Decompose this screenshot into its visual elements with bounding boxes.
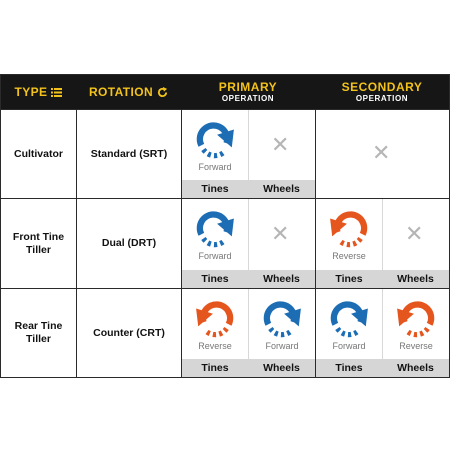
forward-rotation-icon	[328, 297, 370, 339]
primary-tines-cell	[182, 110, 248, 180]
footer-wheels: Wheels	[248, 359, 315, 377]
header-rotation-label: ROTATION	[88, 85, 154, 99]
row-type-line2: Tiller	[26, 333, 51, 345]
table-row-rear-tine-tiller	[1, 288, 450, 377]
row-type-line1: Rear Tine	[14, 320, 63, 332]
header-primary-sub: OPERATION	[221, 93, 275, 103]
tine-rotation-table	[0, 74, 450, 378]
row-rotation-crt: Counter (CRT)	[93, 326, 165, 339]
secondary-tines-cell	[316, 289, 382, 359]
header-type-label: TYPE	[14, 85, 48, 99]
forward-rotation-icon	[194, 118, 236, 160]
secondary-wheels-cell	[383, 199, 449, 270]
header-primary-operation	[181, 75, 315, 109]
footer-tines: Tines	[182, 270, 248, 288]
header-secondary-title: SECONDARY	[341, 79, 423, 94]
caption-reverse: Reverse	[198, 341, 232, 351]
header-secondary-operation	[315, 75, 449, 109]
primary-wheels-cell	[249, 110, 315, 180]
x-mark-icon: ✕	[372, 140, 391, 165]
secondary-cell-none	[316, 110, 449, 198]
secondary-tines-cell	[316, 199, 382, 270]
rotate-icon	[157, 87, 168, 98]
row-type-rear-tine-tiller	[1, 289, 76, 377]
caption-forward: Forward	[198, 162, 232, 172]
row-type-line1: Front Tine	[12, 230, 65, 243]
row-rotation-srt: Standard (SRT)	[90, 147, 168, 160]
primary-tines-cell	[182, 289, 248, 359]
footer-tines: Tines	[316, 359, 382, 377]
header-primary-title: PRIMARY	[218, 79, 278, 94]
forward-rotation-icon	[261, 297, 303, 339]
caption-reverse: Reverse	[399, 341, 433, 351]
reverse-rotation-icon	[194, 297, 236, 339]
row-type-line2: Tiller	[26, 243, 51, 256]
primary-wheels-cell	[249, 289, 315, 359]
x-mark-icon: ✕	[271, 221, 290, 246]
x-mark-icon: ✕	[405, 221, 424, 246]
footer-tines: Tines	[182, 359, 248, 377]
caption-reverse: Reverse	[332, 251, 366, 261]
row-rotation-drt: Dual (DRT)	[101, 237, 157, 249]
footer-tines: Tines	[316, 270, 382, 288]
table-row-front-tine-tiller	[1, 198, 450, 288]
secondary-wheels-cell	[383, 289, 449, 359]
row-type-cultivator: Cultivator	[13, 147, 63, 160]
x-mark-icon: ✕	[271, 132, 290, 157]
header-secondary-sub: OPERATION	[355, 93, 409, 103]
footer-wheels: Wheels	[382, 270, 449, 288]
list-icon	[51, 88, 62, 97]
header-rotation	[76, 75, 181, 109]
reverse-rotation-icon	[328, 207, 370, 249]
footer-wheels: Wheels	[248, 270, 315, 288]
table-row-cultivator	[1, 109, 450, 198]
forward-rotation-icon	[194, 207, 236, 249]
caption-forward: Forward	[265, 341, 299, 351]
header-type	[1, 75, 76, 109]
caption-forward: Forward	[332, 341, 366, 351]
footer-wheels: Wheels	[382, 359, 449, 377]
row-type-front-tine-tiller	[1, 199, 76, 288]
primary-tines-cell	[182, 199, 248, 270]
reverse-rotation-icon	[395, 297, 437, 339]
caption-forward: Forward	[198, 251, 232, 261]
footer-wheels: Wheels	[248, 180, 315, 198]
primary-wheels-cell	[249, 199, 315, 270]
footer-tines: Tines	[182, 180, 248, 198]
